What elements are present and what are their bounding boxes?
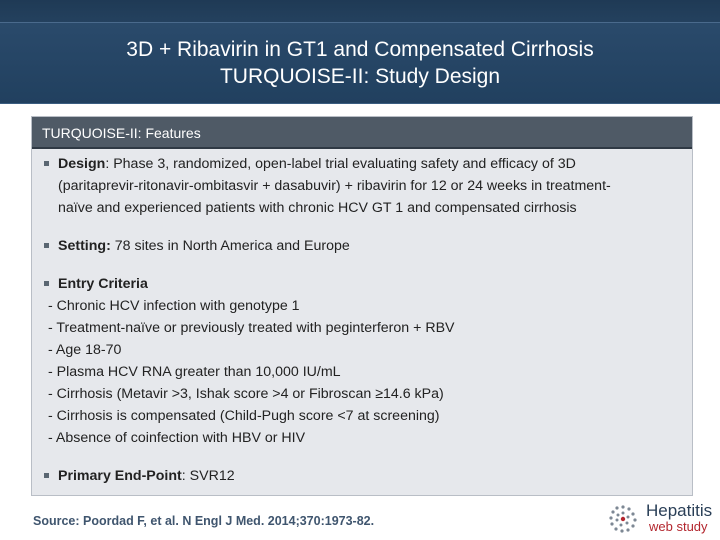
- panel-header: [32, 117, 692, 149]
- criteria-line: - Treatment-naïve or previously treated with peginterferon + RBV: [48, 320, 455, 336]
- criteria-line: - Cirrhosis (Metavir >3, Ishak score >4 or Fibroscan ≥14.6 kPa): [48, 386, 444, 402]
- setting-line: [58, 235, 688, 257]
- title-line-1: 3D + Ribavirin in GT1 and Compensated Cirrhosis: [126, 38, 594, 61]
- entry-criteria-label: Entry Criteria: [58, 276, 148, 292]
- slide-header: [0, 0, 720, 104]
- design-text-3: naïve and experienced patients with chronic HCV GT 1 and compensated cirrhosis: [58, 200, 577, 216]
- design-text-2: (paritaprevir-ritonavir-ombitasvir + dasabuvir) + ribavirin for 12 or 24 weeks in treatment-: [58, 178, 611, 194]
- criteria-line: - Absence of coinfection with HBV or HIV: [48, 430, 306, 446]
- endpoint-text: : SVR12: [181, 468, 235, 484]
- logo-text-web-study: web study: [649, 519, 708, 534]
- list-item-entry-criteria: [44, 273, 688, 295]
- list-item-primary-endpoint: [44, 465, 688, 487]
- criteria-line: - Chronic HCV infection with genotype 1: [48, 298, 300, 314]
- bullet-icon: [44, 161, 49, 166]
- design-label: Design: [58, 156, 106, 172]
- panel-header-title: TURQUOISE-II: Features: [42, 125, 201, 141]
- setting-text: 78 sites in North America and Europe: [110, 238, 350, 254]
- list-item-design: [44, 153, 688, 219]
- list-item-setting: [44, 235, 688, 257]
- logo-text-hepatitis: Hepatitis: [646, 501, 713, 520]
- logo-dots-icon: [608, 504, 638, 534]
- bullet-icon: [44, 473, 49, 478]
- hepatitis-web-study-logo: [608, 500, 714, 536]
- design-text-1: : Phase 3, randomized, open-label trial evaluating safety and efficacy of 3D: [105, 156, 576, 172]
- endpoint-line: [58, 465, 688, 487]
- criteria-line: - Cirrhosis is compensated (Child-Pugh score <7 at screening): [48, 408, 440, 424]
- bullet-icon: [44, 281, 49, 286]
- criteria-line: - Age 18-70: [48, 342, 122, 358]
- entry-criteria-sublist: [44, 295, 688, 449]
- endpoint-label: Primary End-Point: [58, 468, 182, 484]
- setting-label: Setting:: [58, 238, 111, 254]
- features-panel: [31, 116, 693, 496]
- source-citation: Source: Poordad F, et al. N Engl J Med. 2014;370:1973-82.: [33, 514, 375, 528]
- criteria-line: - Plasma HCV RNA greater than 10,000 IU/mL: [48, 364, 341, 380]
- title-line-2: TURQUOISE-II: Study Design: [219, 65, 501, 88]
- feature-list: [44, 153, 688, 487]
- design-line-1: [58, 153, 688, 175]
- bullet-icon: [44, 243, 49, 248]
- slide-title: [0, 36, 720, 90]
